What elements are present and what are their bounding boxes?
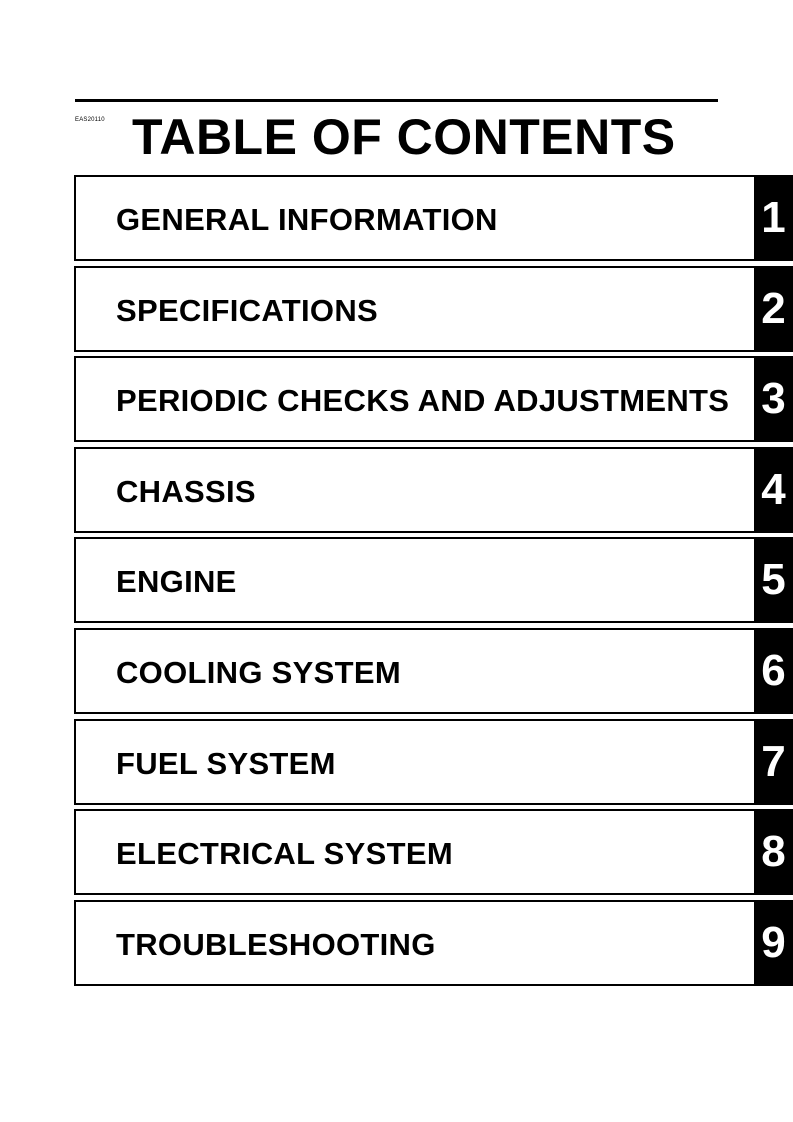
- toc-entry-label: ENGINE: [116, 564, 237, 600]
- toc-entry-box: [74, 447, 754, 533]
- toc-entry-general-information[interactable]: [74, 175, 793, 261]
- chapter-number: 9: [761, 917, 786, 967]
- chapter-tab[interactable]: [754, 356, 793, 442]
- toc-entry-label: TROUBLESHOOTING: [116, 926, 436, 962]
- toc-entry-box: [74, 175, 754, 261]
- chapter-number: 7: [761, 736, 786, 786]
- chapter-tab[interactable]: [754, 719, 793, 805]
- toc-entry-box: [74, 266, 754, 352]
- chapter-tab[interactable]: [754, 266, 793, 352]
- toc-entry-troubleshooting[interactable]: [74, 900, 793, 986]
- toc-entry-engine[interactable]: [74, 537, 793, 623]
- toc-entry-fuel-system[interactable]: [74, 719, 793, 805]
- chapter-number: 1: [761, 193, 786, 242]
- toc-entry-electrical-system[interactable]: [74, 809, 793, 895]
- toc-entry-specifications[interactable]: [74, 266, 793, 352]
- chapter-tab[interactable]: [754, 175, 793, 261]
- chapter-tab[interactable]: [754, 447, 793, 533]
- toc-entry-box: [74, 719, 754, 805]
- toc-entry-label: PERIODIC CHECKS AND ADJUSTMENTS: [116, 383, 730, 419]
- toc-entry-box: [74, 628, 754, 714]
- toc-entry-box: [74, 900, 754, 986]
- toc-entry-label: COOLING SYSTEM: [116, 654, 401, 690]
- chapter-number: 4: [761, 464, 786, 514]
- toc-entry-label: GENERAL INFORMATION: [116, 202, 498, 237]
- toc-entry-label: FUEL SYSTEM: [116, 745, 336, 781]
- toc-entry-periodic-checks[interactable]: [74, 356, 793, 442]
- header-rule: [75, 99, 718, 102]
- page-title: TABLE OF CONTENTS: [132, 109, 676, 165]
- chapter-number: 3: [761, 374, 786, 424]
- toc-entry-label: CHASSIS: [116, 473, 256, 509]
- toc-entry-cooling-system[interactable]: [74, 628, 793, 714]
- chapter-tab[interactable]: [754, 809, 793, 895]
- chapter-tab[interactable]: [754, 628, 793, 714]
- chapter-number: 6: [761, 645, 786, 695]
- toc-entry-box: [74, 356, 754, 442]
- toc-entry-label: SPECIFICATIONS: [116, 292, 378, 328]
- toc-entry-box: [74, 537, 754, 623]
- chapter-tab[interactable]: [754, 537, 793, 623]
- chapter-tab[interactable]: [754, 900, 793, 986]
- table-of-contents: [74, 175, 793, 990]
- chapter-number: 5: [761, 555, 786, 605]
- toc-entry-label: ELECTRICAL SYSTEM: [116, 836, 453, 872]
- toc-entry-chassis[interactable]: [74, 447, 793, 533]
- document-code: EAS20110: [75, 117, 105, 123]
- chapter-number: 2: [761, 283, 786, 333]
- toc-entry-box: [74, 809, 754, 895]
- chapter-number: 8: [761, 827, 786, 877]
